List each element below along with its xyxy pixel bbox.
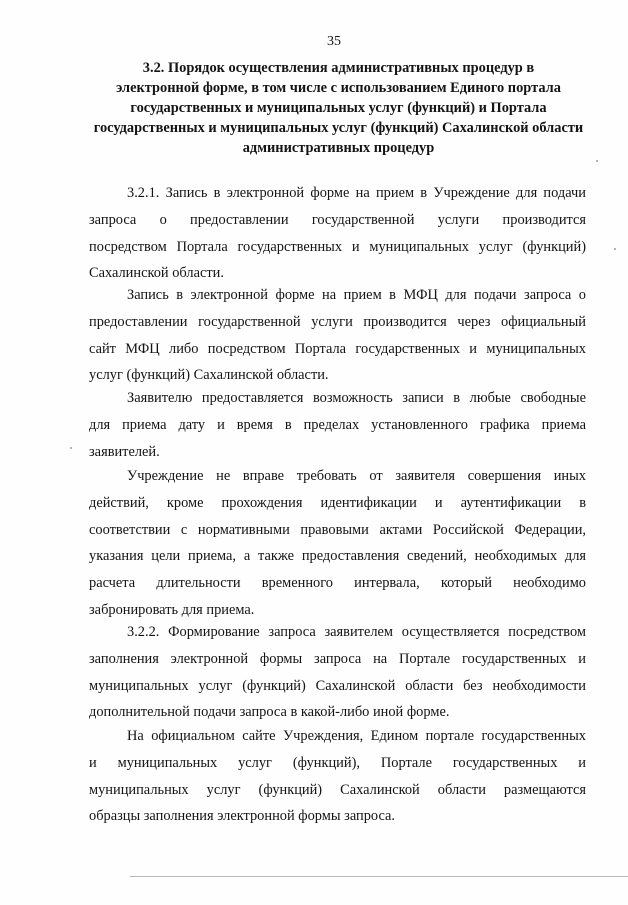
- text-line: сайт МФЦ либо посредством Портала государственных и муниципальных: [89, 340, 586, 357]
- paragraph-mfc-booking: [89, 282, 586, 389]
- text-line: соответствии с нормативными правовыми актами Российской Федерации,: [89, 521, 586, 538]
- heading-line: государственных и муниципальных услуг (функций) Сахалинской области: [93, 120, 584, 136]
- heading-line: электронной форме, в том числе с использованием Единого портала: [116, 80, 561, 96]
- text-line: образцы заполнения электронной формы запроса.: [89, 808, 396, 825]
- scan-speck: [614, 248, 616, 250]
- paragraph-applicant-options: [89, 385, 586, 465]
- text-line: для приема дату и время в пределах установленного графика приема: [89, 416, 586, 433]
- text-line: забронировать для приема.: [89, 601, 255, 618]
- section-heading: [90, 58, 587, 158]
- text-line: услуг (функций) Сахалинской области.: [89, 367, 329, 384]
- paragraph-institution-restrictions: [89, 463, 586, 624]
- heading-line: 3.2. Порядок осуществления административных процедур в: [142, 60, 535, 76]
- text-line: На официальном сайте Учреждения, Едином портале государственных: [127, 728, 586, 744]
- paragraph-official-site-samples: [89, 723, 586, 830]
- paragraph-3-2-1: [89, 180, 586, 287]
- text-line: предоставлении государственной услуги производится через официальный: [89, 313, 586, 330]
- paragraph-3-2-2: [89, 619, 586, 726]
- page-number: 35: [327, 34, 341, 49]
- text-line: Запись в электронной форме на прием в МФЦ для подачи запроса о: [127, 287, 586, 303]
- text-line: и муниципальных услуг (функций), Портале государственных и: [89, 754, 586, 771]
- heading-line: административных процедур: [242, 140, 435, 156]
- text-line: 3.2.1. Запись в электронной форме на прием в Учреждение для подачи: [127, 185, 586, 201]
- text-line: заполнения электронной формы запроса на Портале государственных и: [89, 650, 586, 667]
- scan-speck: [596, 160, 598, 162]
- scan-edge-line: [130, 876, 628, 877]
- text-line: действий, кроме прохождения идентификации и аутентификации в: [89, 494, 586, 511]
- text-line: Учреждение не вправе требовать от заявителя совершения иных: [127, 468, 586, 484]
- text-line: дополнительной подачи запроса в какой-либо иной форме.: [89, 704, 450, 721]
- text-line: посредством Портала государственных и муниципальных услуг (функций): [89, 238, 586, 255]
- text-line: указания цели приема, а также предоставления сведений, необходимых для: [89, 548, 586, 565]
- text-line: Сахалинской области.: [89, 265, 224, 282]
- text-line: Заявителю предоставляется возможность записи в любые свободные: [127, 390, 586, 406]
- text-line: заявителей.: [89, 443, 160, 460]
- scan-speck: [70, 447, 72, 449]
- text-line: муниципальных услуг (функций) Сахалинской области без необходимости: [89, 677, 586, 694]
- text-line: 3.2.2. Формирование запроса заявителем осуществляется посредством: [127, 624, 586, 640]
- heading-line: государственных и муниципальных услуг (функций) и Портала: [130, 100, 547, 116]
- text-line: муниципальных услуг (функций) Сахалинской области размещаются: [89, 781, 586, 798]
- text-line: расчета длительности временного интервала, который необходимо: [89, 575, 586, 592]
- text-line: запроса о предоставлении государственной услуги производится: [89, 211, 586, 228]
